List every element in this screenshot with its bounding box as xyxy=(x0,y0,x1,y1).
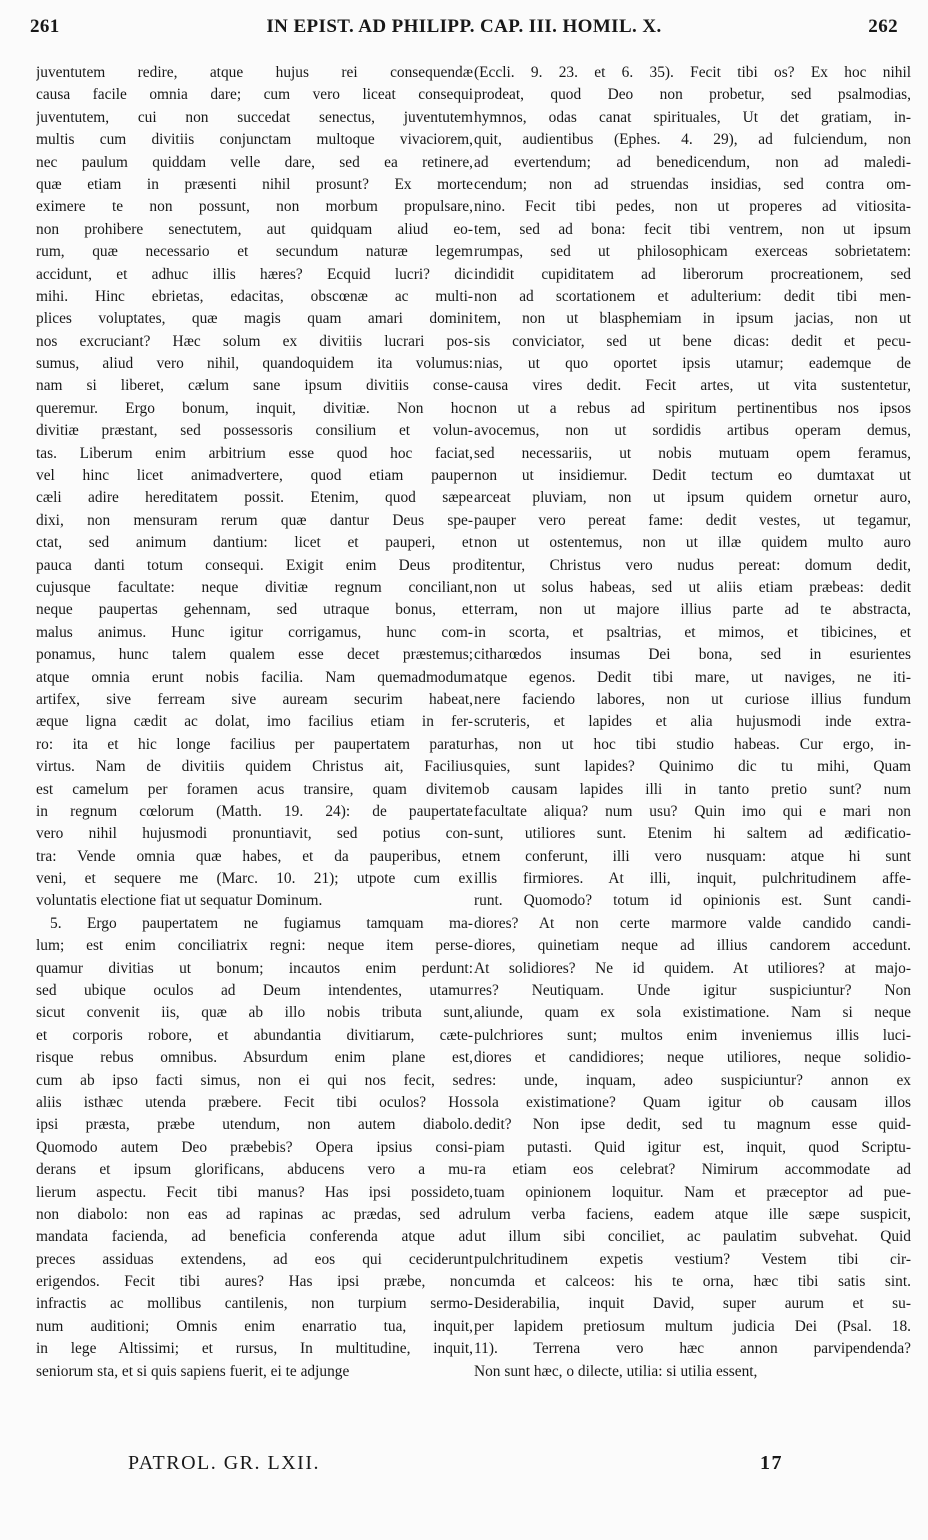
text-line: lierum aspectu. Fecit tibi manus? Has ipsi possideto, xyxy=(36,1183,473,1201)
text-line: veni, et sequere me (Marc. 10. 21); utpote cum ex xyxy=(36,870,473,888)
text-line: nino. Fecit tibi pedes, non ut properes ad vitiosita- xyxy=(474,198,911,216)
text-line: divitiæ præstant, sed possessoris consilium et volun- xyxy=(36,422,473,440)
text-line: nias, ut quo oportet ipsis utamur; eademque de xyxy=(474,355,911,373)
text-line: terram, non ut majore illius parte ad te abstracta, xyxy=(474,601,911,619)
text-line: ut illum sibi conciliet, ac paulatim subvehat. Quid xyxy=(474,1228,911,1246)
text-line: sola existimatione? Quam igitur ob causam illos xyxy=(474,1093,911,1111)
text-line: ditentur, Christus vero nudus pereat: domum dedit, xyxy=(474,556,911,574)
text-line: runt. Quomodo? totum id opinionis est. Sunt candi- xyxy=(474,892,911,910)
text-line: et corporis robore, et abundantia divitiarum, cæte- xyxy=(36,1026,473,1044)
text-line: artifex, sive ferream sive auream securim habeat, xyxy=(36,690,473,708)
text-line: res? Neutiquam. Unde igitur suspiciuntur? Non xyxy=(474,982,911,1000)
text-line: nos excruciant? Hæc solum ex divitiis lucrari pos- xyxy=(36,332,473,350)
text-line: has, non ut hoc tibi studio habeas. Cur ergo, in- xyxy=(474,735,911,753)
text-line: illis firmiores. At illi, inquit, pulchritudinem affe- xyxy=(474,870,911,888)
text-line: non ad scortationem et adulterium: dedit tibi men- xyxy=(474,287,911,305)
text-line: nam si liberet, cælum sane ipsum divitiis conse- xyxy=(36,377,473,395)
text-line: non ut a rebus ad spiritum pertinentibus nos ipsos xyxy=(474,399,911,417)
text-line: quamur divitias ut bonum; incautos enim perdunt: xyxy=(36,959,473,977)
text-line: per lapidem pretiosum multum judicia Dei (Psal. 18. xyxy=(474,1317,911,1335)
text-line: non ut ostentemus, non ut illæ quidem multo auro xyxy=(474,534,911,552)
text-line: accidunt, et adhuc illis hæres? Ecquid lucri? dic xyxy=(36,265,473,283)
right-column xyxy=(474,62,911,1462)
text-line: indidit cupiditatem ad liberorum procreationem, sed xyxy=(474,265,911,283)
text-line: sumus, aliud vero nihil, quandoquidem ita volumus: xyxy=(36,355,473,373)
text-line: rulum verba faciens, eadem atque ille sæpe suspicit, xyxy=(474,1205,911,1223)
text-line: ro: ita et hic longe facilius per paupertatem paratur xyxy=(36,735,473,753)
text-line: cendum; non ad struendas insidias, sed contra om- xyxy=(474,175,911,193)
text-line: eximere te non possunt, non morbum propulsare, xyxy=(36,198,473,216)
text-line: num auditioni; Omnis enim enarratio tua, inquit, xyxy=(36,1317,473,1335)
text-line: mandata facienda, ad beneficia conferenda atque ad xyxy=(36,1228,473,1246)
text-line: tra: Vende omnia quæ habes, et da pauperibus, et xyxy=(36,847,473,865)
text-line: facultate aliqua? num usu? Quin imo qui e mari non xyxy=(474,802,911,820)
volume-signature: PATROL. GR. LXII. xyxy=(128,1452,320,1474)
text-line: risque rebus omnibus. Absurdum enim plane est, xyxy=(36,1049,473,1067)
text-line: dedit? Non ipse dedit, sed tu magnum esse quid- xyxy=(474,1116,911,1134)
text-line: atque egenos. Dedit tibi mare, ut naviges, ne iti- xyxy=(474,668,911,686)
text-columns xyxy=(22,62,911,1462)
text-line: sunt, utiliores sunt. Etenim hi saltem ad ædificatio- xyxy=(474,825,911,843)
text-line: causa vires dedit. Fecit artes, ut vita sustentetur, xyxy=(474,377,911,395)
text-line: erigendos. Fecit tibi aures? Has ipsi præbe, non xyxy=(36,1273,473,1291)
text-line: malus animus. Hunc igitur corrigamus, hunc com- xyxy=(36,623,473,641)
text-line: pauca danti totum consequi. Exigit enim Deus pro xyxy=(36,556,473,574)
text-line: Non sunt hæc, o dilecte, utilia: si utilia essent, xyxy=(474,1362,758,1380)
text-line: preces assiduas extendens, ad eos qui ceciderunt xyxy=(36,1250,473,1268)
text-line: pulchriores sunt; multos enim inveniemus illis luci- xyxy=(474,1026,911,1044)
page-number-right: 262 xyxy=(868,16,898,37)
text-line: neque paupertas gehennam, sed utraque bonus, et xyxy=(36,601,473,619)
text-line: 5. Ergo paupertatem ne fugiamus tamquam ma- xyxy=(50,914,473,932)
text-line: Desiderabilia, inquit David, super aurum et su- xyxy=(474,1295,911,1313)
text-line: avocemus, non ut sordidis artibus operam demus, xyxy=(474,422,911,440)
text-line: At solidiores? Ne id quidem. At utiliores? at majo- xyxy=(474,959,911,977)
text-line: dixi, non mensuram rerum quæ dantur Deus spe- xyxy=(36,511,473,529)
text-line: aliunde, quam ex sola existimatione. Nam si neque xyxy=(474,1004,911,1022)
text-line: mihi. Hinc ebrietas, edacitas, obscœnæ ac multi- xyxy=(36,287,473,305)
text-line: causa facile omnia dare; cum vero liceat consequi xyxy=(36,86,473,104)
text-line: virtus. Nam de divitiis quidem Christus ait, Facilius xyxy=(36,758,473,776)
text-line: sed ubique oculos ad Deum intendentes, utamur xyxy=(36,982,473,1000)
text-line: prodeat, quod Deo non probetur, sed psalmodias, xyxy=(474,86,911,104)
text-line: ad evertendum; ad benedicendum, non ad maledi- xyxy=(474,153,911,171)
text-line: nere faciendo labores, non ut curiose illius fundum xyxy=(474,690,911,708)
left-column xyxy=(36,62,473,1462)
text-line: juventutem redire, atque hujus rei consequendæ xyxy=(36,64,473,81)
text-line: cum ab ipso facti simus, non ei qui nos fecit, sed xyxy=(36,1071,473,1089)
text-line: multis cum divitiis conjunctam multoque vivaciorem, xyxy=(36,131,473,149)
text-line: sicut convenit iis, quæ ab illo nobis tributa sunt, xyxy=(36,1004,473,1022)
text-line: cujusque facultate: neque divitiæ regnum conciliant, xyxy=(36,578,473,596)
text-line: rumpas, sed ut philosophicam exerceas sobrietatem: xyxy=(474,243,911,261)
text-line: non ut solus habeas, sed ut aliis etiam præbeas: dedit xyxy=(474,578,911,596)
text-line: quæ etiam in præsenti nihil prosunt? Ex morte xyxy=(36,175,473,193)
text-line: tem, non ut blasphemiam in ipsum jacias, non ut xyxy=(474,310,911,328)
text-line: non diabolo: non eas ad rapinas ac prædas, sed ad xyxy=(36,1205,473,1223)
text-line: quies, sunt lapides? Quinimo dic tu mihi, Quam xyxy=(474,758,911,776)
text-line: plices voluptates, quæ magis quam amari domini xyxy=(36,310,473,328)
text-line: piam putasti. Quid igitur est, inquit, quod Scriptu- xyxy=(474,1138,911,1156)
text-line: ob causam lapides illi in tanto pretio sunt? num xyxy=(474,780,911,798)
text-line: hymnos, odas canat spirituales, Ut det gratiam, in- xyxy=(474,108,911,126)
text-line: citharœdos insumas Dei bona, sed in esurientes xyxy=(474,646,911,664)
text-line: pulchritudinem expetis vestium? Vestem tibi cir- xyxy=(474,1250,911,1268)
text-line: diores? At non certe marmore valde candido candi- xyxy=(474,914,911,932)
text-line: in scorta, et psaltrias, et mimos, et tibicines, et xyxy=(474,623,911,641)
text-line: res: unde, inquam, adeo suspiciuntur? annon ex xyxy=(474,1071,911,1089)
text-line: non prohibere senectutem, aut quidquam aliud eo- xyxy=(36,220,473,238)
text-line: non ut insidiemur. Dedit tectum eo dumtaxat ut xyxy=(474,467,911,485)
text-line: ra etiam eos celebrat? Nimirum accommodate ad xyxy=(474,1161,911,1179)
text-line: quit, audientibus (Ephes. 4. 29), ad fulciendum, non xyxy=(474,131,911,149)
text-line: lum; est enim conciliatrix regni: neque item perse- xyxy=(36,937,473,955)
text-line: (Eccli. 9. 23. et 6. 35). Fecit tibi os? Ex hoc nihil xyxy=(474,64,911,81)
text-line: in regnum cœlorum (Matth. 19. 24): de paupertate xyxy=(36,802,473,820)
text-line: cumda et calceos: his te orna, hæc tibi satis sint. xyxy=(474,1273,911,1291)
text-line: ipsi præsta, præbe utendum, non autem diabolo. xyxy=(36,1116,473,1134)
text-line: derans et ipsum glorificans, abducens vero a mu- xyxy=(36,1161,473,1179)
text-line: nec paulum quiddam velle dare, sed ea retinere, xyxy=(36,153,473,171)
text-line: tas. Liberum enim arbitrium esse quod hoc faciat, xyxy=(36,444,473,462)
text-line: cæli adire hereditatem possit. Etenim, quod sæpe xyxy=(36,489,473,507)
text-line: queremur. Ergo bonum, inquit, divitiæ. Non hoc xyxy=(36,399,473,417)
text-line: Quomodo autem Deo præbebis? Opera ipsius consi- xyxy=(36,1138,473,1156)
page-number-left: 261 xyxy=(30,16,60,37)
running-header xyxy=(30,16,898,46)
text-line: sed necessariis, ut nobis mutuam opem feramus, xyxy=(474,444,911,462)
text-line: rum, quæ necessario et secundum naturæ legem xyxy=(36,243,473,261)
running-title: IN EPIST. AD PHILIPP. CAP. III. HOMIL. X. xyxy=(266,16,662,37)
text-line: vel hinc licet animadvertere, quod etiam pauper xyxy=(36,467,473,485)
text-line: atque omnia erunt nobis facilia. Nam quemadmodum xyxy=(36,668,473,686)
text-line: sis conviciator, sed ut bene dicas: dedit et pecu- xyxy=(474,332,911,350)
text-line: 11). Terrena vero hæc annon parvipendenda? xyxy=(474,1340,911,1358)
text-line: diores et candidiores; neque utiliores, neque solidio- xyxy=(474,1049,911,1067)
text-line: pauper vero pereat fame: dedit vestes, ut tegamur, xyxy=(474,511,911,529)
text-line: æque ligna cædit ac dolat, imo facilius etiam in fer- xyxy=(36,713,473,731)
text-line: vero nihil hujusmodi pronuntiavit, sed potius con- xyxy=(36,825,473,843)
text-line: tem, sed ad bona: fecit tibi ventrem, non ut ipsum xyxy=(474,220,911,238)
text-line: est camelum per foramen acus transire, quam divitem xyxy=(36,780,473,798)
sheet-number: 17 xyxy=(760,1452,783,1474)
text-line: diores, quinetiam neque ad illius candorem accedunt. xyxy=(474,937,911,955)
text-line: tuam opinionem loquitur. Nam et præceptor ad pue- xyxy=(474,1183,911,1201)
text-line: ctat, sed animum dantium: licet et pauperi, et xyxy=(36,534,473,552)
text-line: aliis isthæc utenda præbere. Fecit tibi oculos? Hos xyxy=(36,1093,473,1111)
text-line: nem conferunt, illi vero nusquam: atque hi sunt xyxy=(474,847,911,865)
text-line: juventutem, cui non succedat senectus, juventutem xyxy=(36,108,473,126)
text-line: voluntatis electione fiat ut sequatur Dominum. xyxy=(36,892,323,910)
text-line: in lege Altissimi; et rursus, In multitudine, inquit, xyxy=(36,1340,473,1358)
page-footer xyxy=(30,1452,898,1486)
text-line: seniorum sta, et si quis sapiens fuerit, ei te adjunge xyxy=(36,1362,350,1380)
text-line: arceat pluviam, non ut ipsum quidem ornetur auro, xyxy=(474,489,911,507)
text-line: infractis ac mollibus cantilenis, non turpium sermo- xyxy=(36,1295,473,1313)
text-line: ponamus, hunc talem qualem esse decet præstemus; xyxy=(36,646,473,664)
text-line: scruteris, et lapides et alia hujusmodi inde extra- xyxy=(474,713,911,731)
